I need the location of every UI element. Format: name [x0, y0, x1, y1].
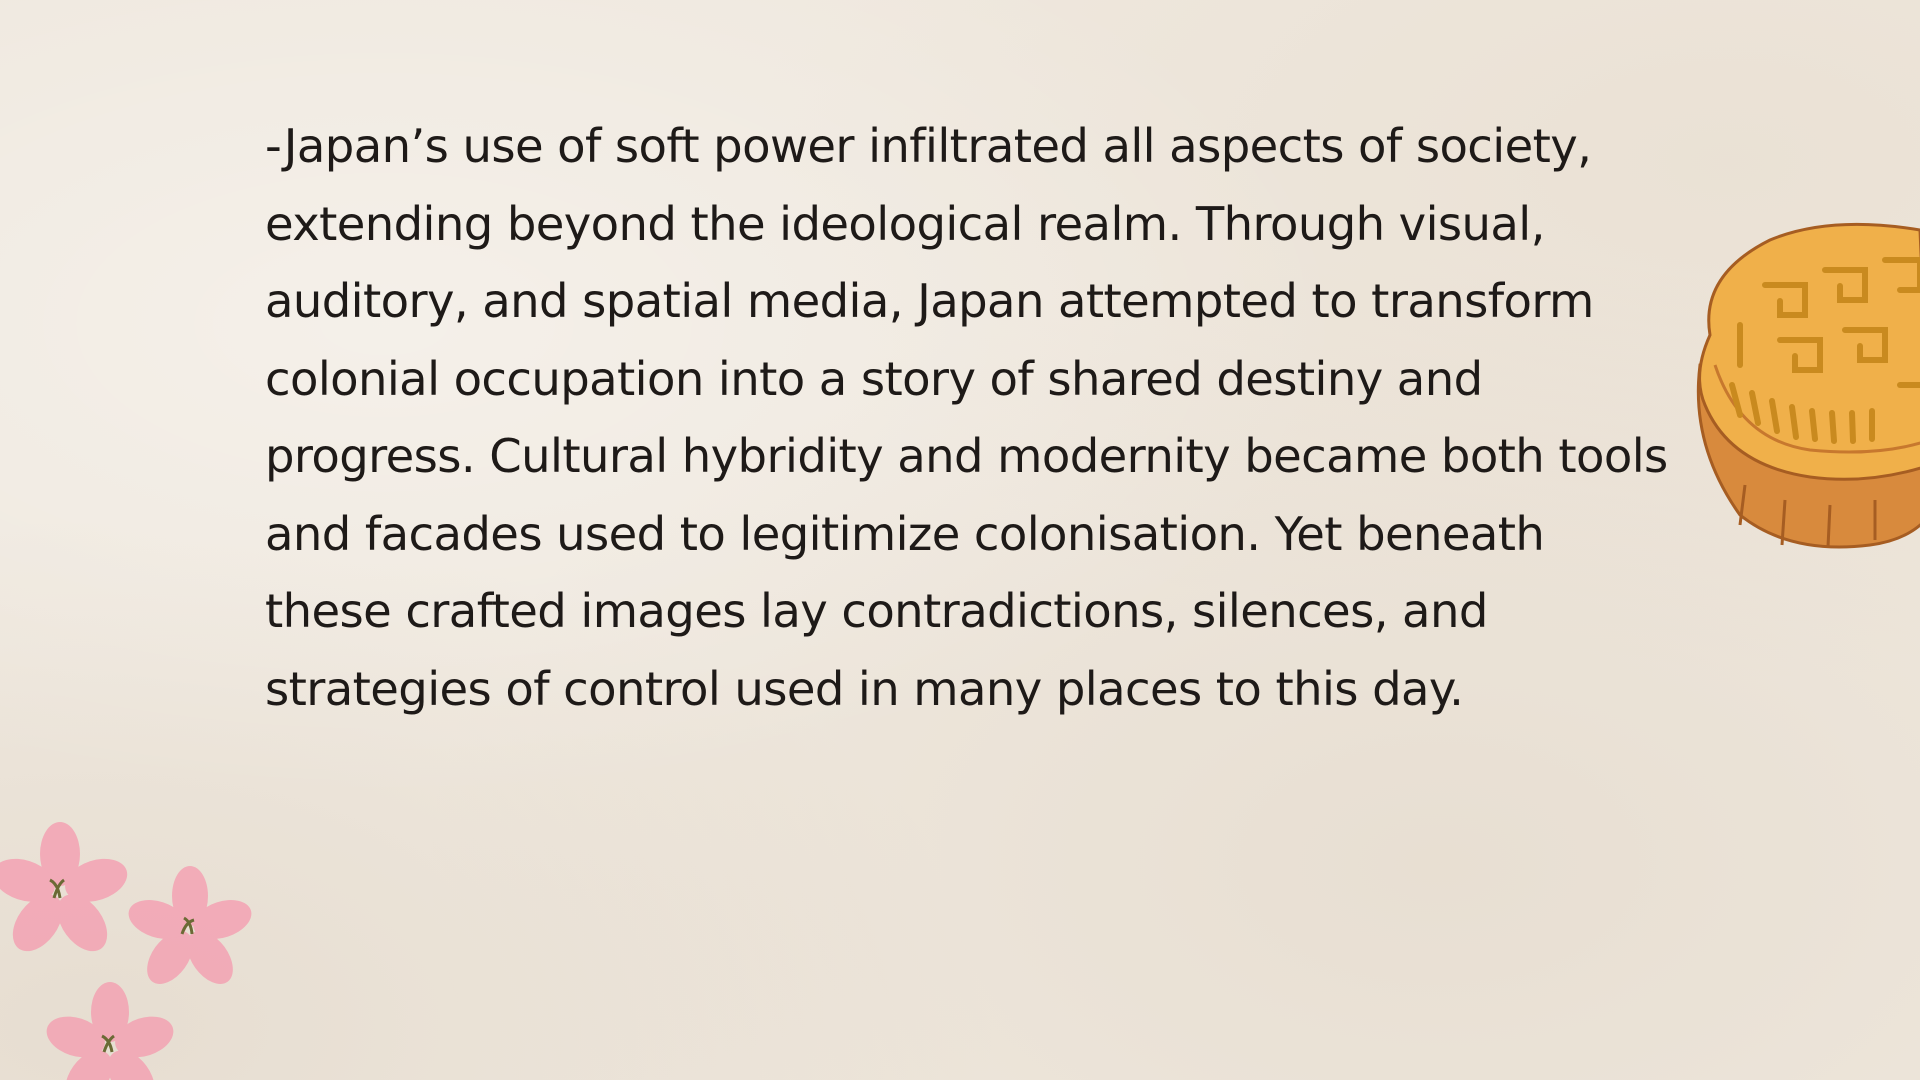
blossom-flower: [41, 982, 178, 1080]
body-paragraph: -Japan’s use of soft power infiltrated all aspects of society, extending beyond the ideological realm. Through visual, auditory, and spatial media, Japan attempted to transform colonial occupation into a story of shared destiny and progress. Cultural hybridity and modernity became both tools and facades used to legitimize colonisation. Yet beneath these crafted images lay contradictions, silences, and strategies of control used in many places to this day.: [265, 119, 1668, 716]
cherry-blossom-illustration: [0, 810, 260, 1080]
mooncake-illustration: [1670, 215, 1920, 560]
blossom-flower: [0, 822, 133, 960]
blossom-flower: [124, 866, 257, 992]
